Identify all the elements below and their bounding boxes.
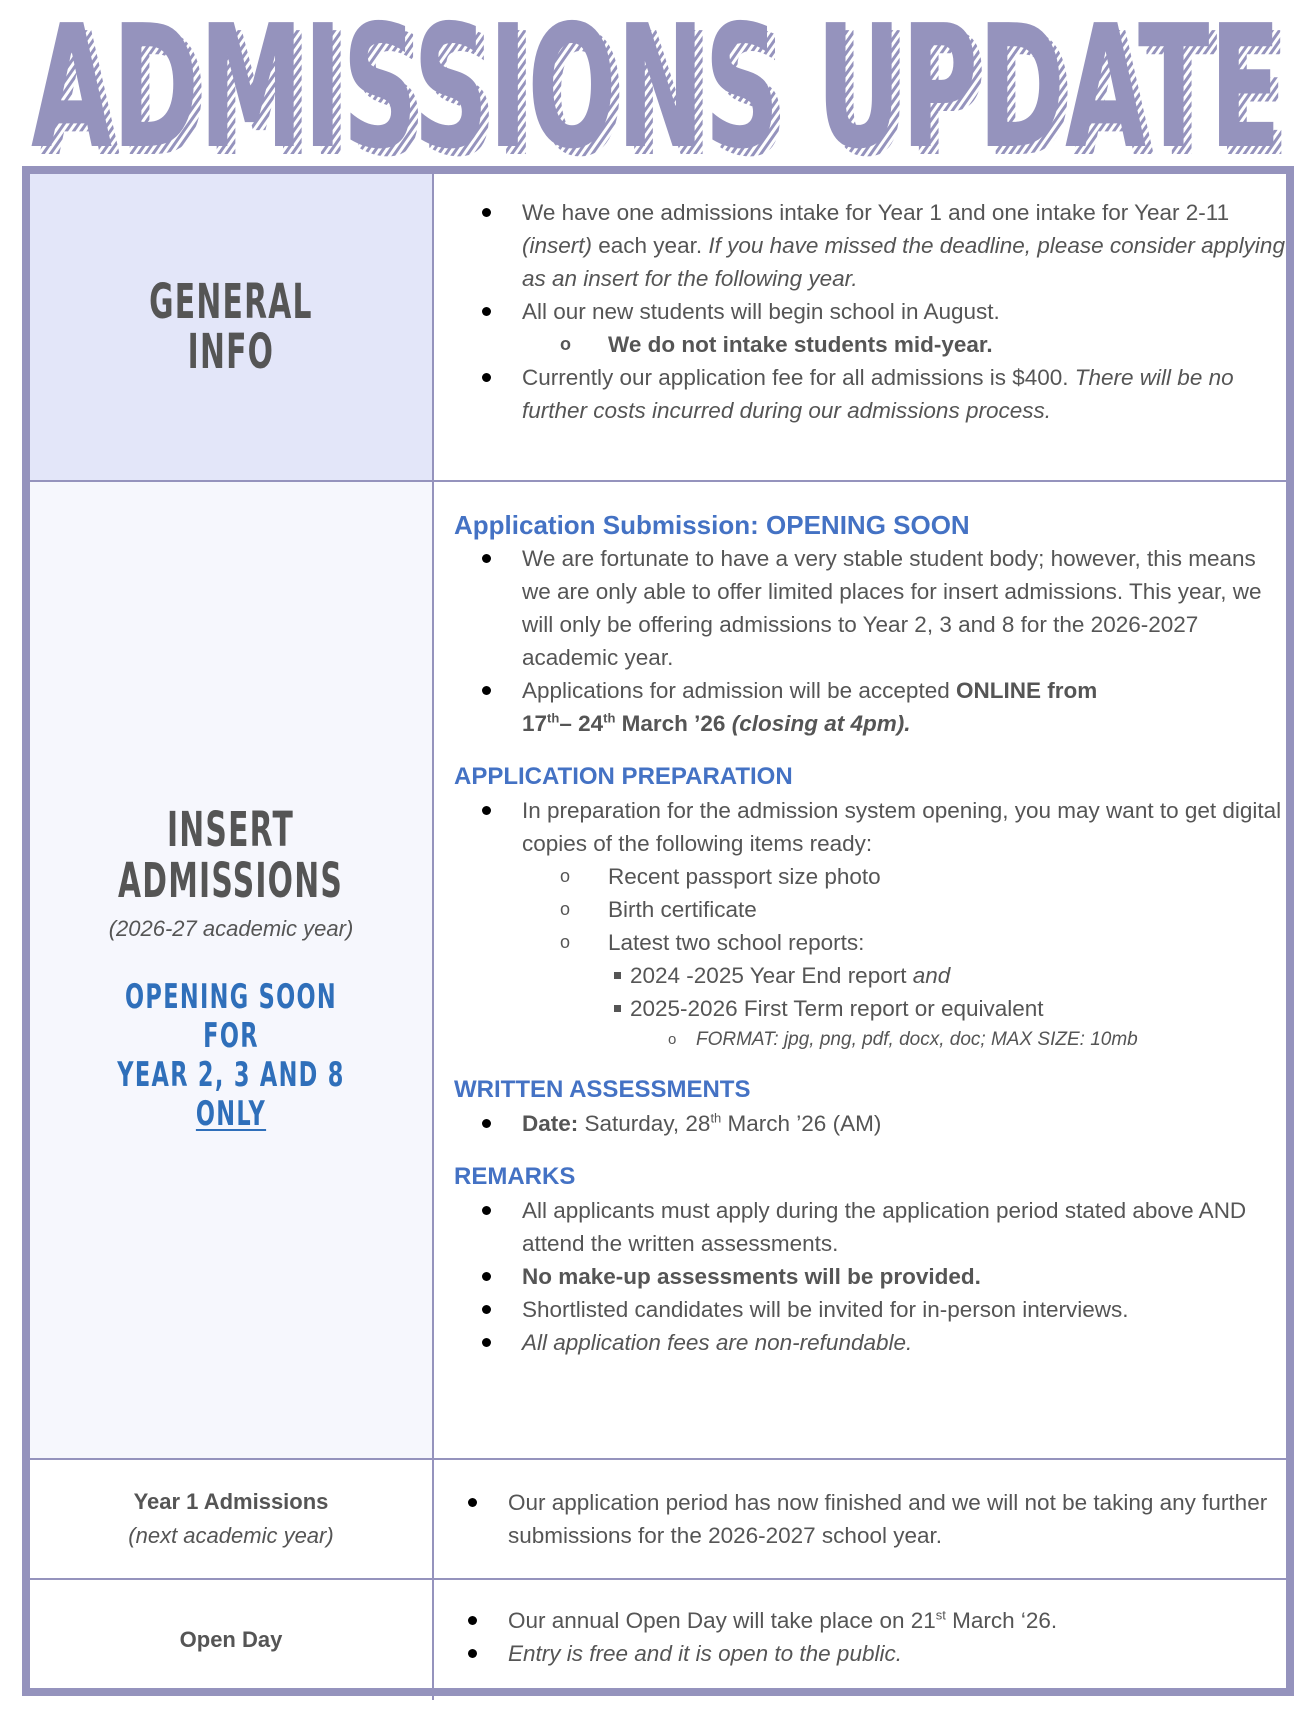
- bullet-italic: If you have missed the deadline, please consider applying as an insert for the following year.: [522, 233, 1285, 291]
- list-item: [434, 295, 1286, 328]
- list-item: No make-up assessments will be provided.: [434, 1260, 1286, 1293]
- opening-only: ONLY: [195, 1094, 267, 1135]
- list-item: Our application period has now finished and we will not be taking any further submissions for the 2026-2027 school year.: [420, 1486, 1286, 1552]
- list-item: All application fees are non-refundable.: [434, 1326, 1286, 1359]
- list-item: Entry is free and it is open to the public.: [420, 1637, 1286, 1670]
- insert-line1: INSERT: [167, 802, 295, 859]
- section-heading-assessments: WRITTEN ASSESSMENTS: [454, 1076, 751, 1103]
- open-day-list: [420, 1604, 1286, 1670]
- general-info-list-2: [434, 361, 1286, 427]
- general-info-content: [434, 174, 1286, 480]
- list-item: Date: Saturday, 28th March ’26 (AM): [434, 1107, 1286, 1140]
- list-item: o Recent passport size photo: [434, 860, 1286, 893]
- row-general-info: [30, 174, 1286, 480]
- year1-title: Year 1 Admissions: [133, 1489, 329, 1514]
- year1-subtitle: (next academic year): [128, 1523, 334, 1548]
- title-text: ADMISSIONS UPDATE: [31, 14, 1281, 162]
- format-note: o FORMAT: jpg, png, pdf, docx, doc; MAX SIZE: 10mb: [434, 1025, 1286, 1055]
- opening-line2: YEAR 2, 3 AND 8: [117, 1055, 345, 1096]
- open-day-label-cell: [30, 1580, 434, 1700]
- admissions-table: [22, 166, 1294, 1696]
- general-info-line2: INFO: [187, 324, 275, 380]
- opening-line1: OPENING SOON FOR: [125, 977, 337, 1057]
- submission-list: [434, 542, 1286, 740]
- row-year1-admissions: [30, 1458, 1286, 1578]
- open-day-content: [434, 1580, 1286, 1700]
- list-item: We are fortunate to have a very stable student body; however, this means we are only able to offer limited places for insert admissions. This year, we will only be offering admissions to Year 2, 3 and 8 for the 2026-2027 academic year.: [434, 542, 1286, 674]
- list-item: [434, 196, 1286, 295]
- bullet-text: All our new students will begin school in August.: [522, 299, 1000, 324]
- section-heading-remarks: REMARKS: [454, 1163, 576, 1190]
- page-title: [22, 14, 1294, 162]
- section-heading-submission: Application Submission: OPENING SOON: [454, 510, 970, 540]
- bullet-italic: There will be no further costs incurred during our admissions process.: [522, 365, 1234, 423]
- general-info-list: [434, 196, 1286, 328]
- academic-year-note: (2026-27 academic year): [108, 916, 354, 942]
- insert-heading: [118, 802, 344, 909]
- format-list: [434, 1025, 1286, 1055]
- list-item: 2025-2026 First Term report or equivalent: [434, 992, 1286, 1025]
- bullet-italic: (insert): [522, 233, 593, 258]
- bullet-text: Applications for admission will be accepted: [522, 678, 956, 703]
- list-item: o We do not intake students mid-year.: [434, 328, 1286, 361]
- general-info-sublist: [434, 328, 1286, 361]
- preparation-items: [434, 860, 1286, 959]
- year1-content: [434, 1460, 1286, 1578]
- year1-label-cell: [30, 1460, 434, 1578]
- row-insert-admissions: [30, 480, 1286, 1458]
- application-dates: 17th– 24th March ’26 (closing at 4pm).: [522, 710, 911, 736]
- list-item: All applicants must apply during the application period stated above AND attend the written assessments.: [434, 1194, 1286, 1260]
- list-item: [434, 361, 1286, 427]
- insert-content: [434, 482, 1286, 1458]
- section-heading-preparation: APPLICATION PREPARATION: [454, 763, 793, 790]
- remarks-list: [434, 1194, 1286, 1359]
- assessments-list: [434, 1107, 1286, 1140]
- list-item: [434, 674, 1286, 740]
- bullet-text: We have one admissions intake for Year 1 and one intake for Year 2-11: [522, 200, 1230, 225]
- opening-soon-banner: [98, 978, 363, 1134]
- general-info-heading: [149, 273, 313, 380]
- general-info-line1: GENERAL: [149, 273, 313, 330]
- insert-label-cell: [30, 482, 434, 1458]
- bullet-text: each year.: [592, 233, 709, 258]
- list-item: 2024 -2025 Year End report and: [434, 959, 1286, 992]
- insert-line2: ADMISSIONS: [118, 852, 344, 909]
- bullet-bold: ONLINE from: [955, 678, 1098, 703]
- list-item: Our annual Open Day will take place on 21st March ‘26.: [420, 1604, 1286, 1637]
- general-info-label-cell: [30, 174, 434, 480]
- open-day-title: Open Day: [179, 1627, 283, 1652]
- year1-list: [420, 1486, 1286, 1552]
- list-item: Shortlisted candidates will be invited for in-person interviews.: [434, 1293, 1286, 1326]
- bullet-text: Currently our application fee for all admissions is $400.: [522, 365, 1075, 390]
- preparation-list: [434, 794, 1286, 860]
- row-open-day: [30, 1578, 1286, 1700]
- report-list: [434, 959, 1286, 1025]
- list-item: o Birth certificate: [434, 893, 1286, 926]
- title-shadow: ADMISSIONS UPDATE: [39, 14, 1289, 162]
- list-item: In preparation for the admission system opening, you may want to get digital copies of the following items ready:: [434, 794, 1286, 860]
- list-item: o Latest two school reports:: [434, 926, 1286, 959]
